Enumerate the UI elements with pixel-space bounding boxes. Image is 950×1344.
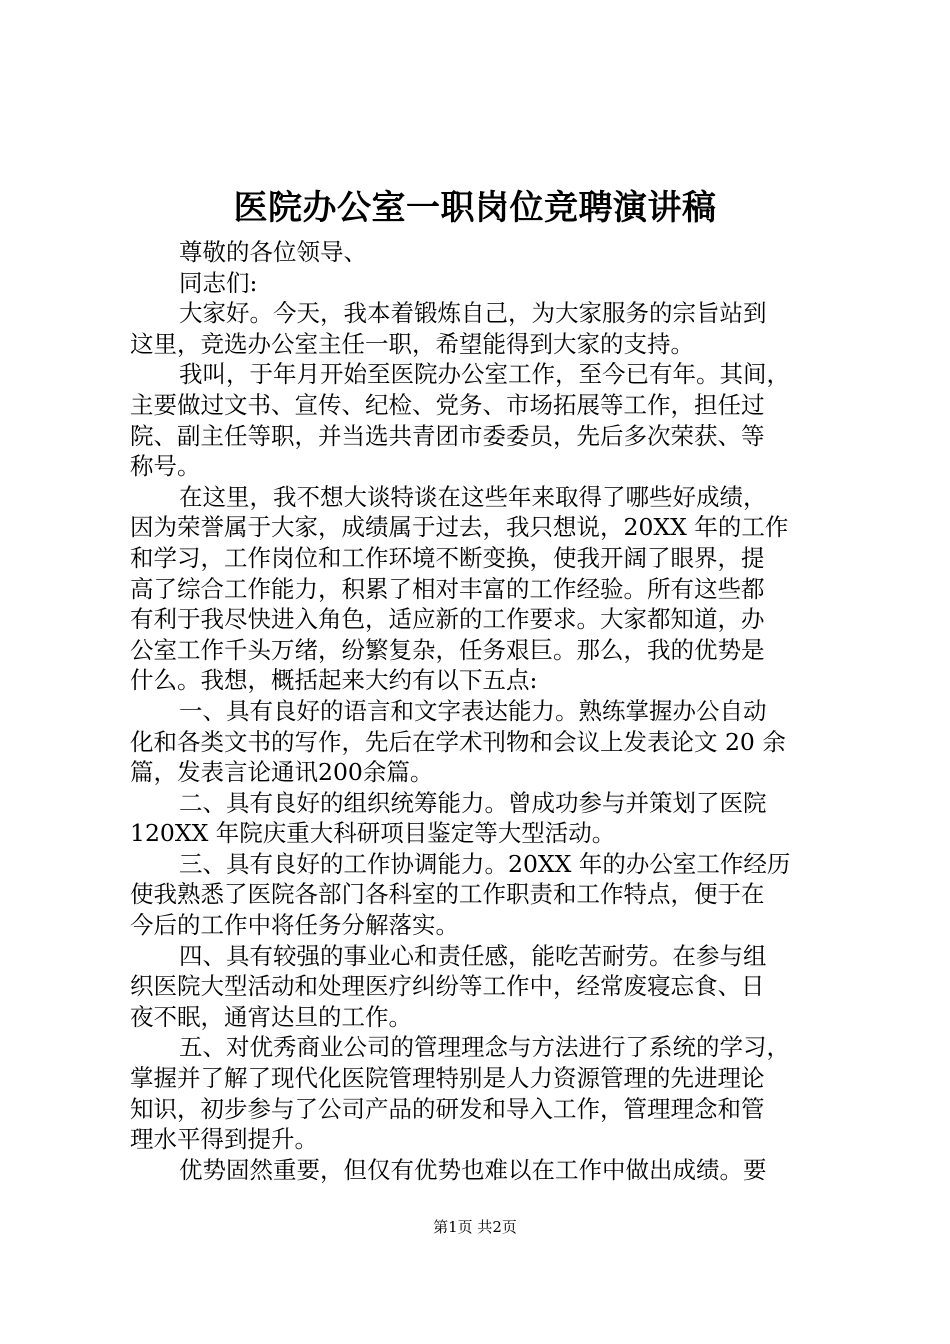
text-line: 同志们:	[179, 268, 258, 297]
page-footer: 第1页 共2页	[433, 1218, 517, 1236]
text-line: 院、副主任等职，并当选共青团市委委员，先后多次荣获、等	[130, 421, 765, 450]
text-line: 这里，竞选办公室主任一职，希望能得到大家的支持。	[130, 329, 694, 358]
text-line: 优势固然重要，但仅有优势也难以在工作中做出成绩。要	[179, 1155, 767, 1184]
text-line: 掌握并了解了现代化医院管理特别是人力资源管理的先进理论	[130, 1064, 765, 1093]
text-line: 主要做过文书、宣传、纪检、党务、市场拓展等工作，担任过	[130, 390, 765, 419]
text-line: 在这里，我不想大谈特谈在这些年来取得了哪些好成绩，	[179, 482, 767, 511]
text-line: 五、对优秀商业公司的管理理念与方法进行了系统的学习，	[179, 1033, 790, 1062]
text-line: 化和各类文书的写作，先后在学术刊物和会议上发表论文 20 余	[130, 727, 786, 756]
text-line: 我叫，于年月开始至医院办公室工作，至今已有年。其间，	[179, 360, 790, 389]
text-line: 篇，发表言论通讯200余篇。	[130, 758, 434, 787]
text-line: 有利于我尽快进入角色，适应新的工作要求。大家都知道，办	[130, 605, 765, 634]
text-line: 四、具有较强的事业心和责任感，能吃苦耐劳。在参与组	[179, 941, 767, 970]
document-body	[130, 237, 830, 1185]
text-line: 高了综合工作能力，积累了相对丰富的工作经验。所有这些都	[130, 574, 765, 603]
text-line: 夜不眠，通宵达旦的工作。	[130, 1002, 412, 1031]
text-line: 什么。我想，概括起来大约有以下五点:	[130, 666, 538, 695]
text-line: 织医院大型活动和处理医疗纠纷等工作中，经常废寝忘食、日	[130, 972, 765, 1001]
text-line: 一、具有良好的语言和文字表达能力。熟练掌握办公自动	[179, 696, 767, 725]
text-line: 大家好。今天，我本着锻炼自己，为大家服务的宗旨站到	[179, 299, 767, 328]
text-line: 理水平得到提升。	[130, 1125, 318, 1154]
text-line: 尊敬的各位领导、	[179, 238, 367, 266]
text-line: 二、具有良好的组织统筹能力。曾成功参与并策划了医院	[179, 788, 767, 817]
text-line: 使我熟悉了医院各部门各科室的工作职责和工作特点，便于在	[130, 880, 765, 909]
text-line: 三、具有良好的工作协调能力。20XX 年的办公室工作经历	[179, 849, 791, 878]
document-title: 医院办公室一职岗位竞聘演讲稿	[233, 188, 717, 228]
text-line: 知识，初步参与了公司产品的研发和导入工作，管理理念和管	[130, 1094, 765, 1123]
text-line: 和学习，工作岗位和工作环境不断变换，使我开阔了眼界，提	[130, 543, 765, 572]
text-line: 120XX 年院庆重大科研项目鉴定等大型活动。	[130, 819, 616, 848]
text-line: 因为荣誉属于大家，成绩属于过去，我只想说，20XX 年的工作	[130, 513, 789, 542]
text-line: 今后的工作中将任务分解落实。	[130, 911, 459, 940]
text-line: 称号。	[130, 452, 201, 481]
text-line: 公室工作千头万绪，纷繁复杂，任务艰巨。那么，我的优势是	[130, 635, 765, 664]
